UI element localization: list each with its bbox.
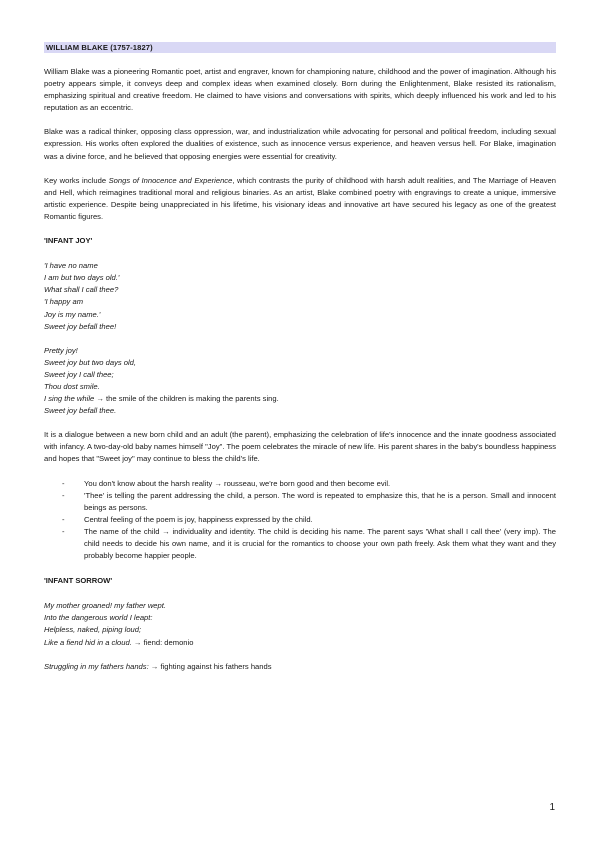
poem-verse: Like a fiend hid in a cloud. — [44, 637, 132, 647]
bullet-dash: - — [62, 490, 65, 500]
bullet-dash: - — [62, 478, 65, 488]
list-item — [62, 478, 556, 490]
poem-annotation: → fighting against his fathers hands — [148, 661, 272, 671]
poem-verse: Struggling in my fathers hands: — [44, 661, 149, 671]
poem-line: Sweet joy befall thee. — [44, 406, 117, 416]
list-item-text: You don't know about the harsh reality → rousseau, we're born good and then become evil. — [84, 478, 391, 488]
bullet-dash: - — [62, 526, 65, 536]
poem-line: Helpless, naked, piping loud; — [44, 625, 142, 635]
poem-line: Into the dangerous world I leapt: — [44, 613, 153, 623]
infant-joy-notes — [44, 478, 556, 563]
intro-paragraph-2: Blake was a radical thinker, opposing class oppression, war, and industrialization while advocating for personal and political freedom, including sexual expression. His works often explored the dualities of existence, such as innocence versus experience, and heaven versus hell. For Blake, imagination was a divine force, and he believed that opposing energies were essential for creativity. — [44, 127, 556, 161]
poem-line: Joy is my name.' — [44, 309, 101, 319]
list-item — [62, 514, 556, 526]
poem-line-annotated — [44, 661, 556, 673]
key-works-lead: Key works include — [44, 175, 109, 185]
intro-paragraph-1: William Blake was a pioneering Romantic poet, artist and engraver, known for championing nature, childhood and the power of imagination. Although his poetry appears simple, it conveys deep and complex ideas when examined closely. Born during the Enlightenment, Blake resisted its rationalism, emphasizing spiritual and creative freedom. He claimed to have visions and conversations with spirits, which deeply influenced his work and led to his reputation as an eccentric. — [44, 67, 556, 113]
infant-joy-stanza-2 — [44, 345, 556, 418]
poem-line: Thou dost smile. — [44, 381, 100, 391]
poem-line: What shall I call thee? — [44, 285, 119, 295]
list-item-text: The name of the child → individuality and identity. The child is deciding his name. The parent says 'What shall I call thee' (very imp). The child needs to decide his own name, and it is crucial for the romantics to choose your own path freely. Ask them what they want and they probably become happier people. — [84, 526, 556, 561]
list-item — [62, 490, 556, 514]
list-item-text: Central feeling of the poem is joy, happiness expressed by the child. — [84, 514, 313, 524]
infant-joy-stanza-1 — [44, 260, 556, 333]
poem-line: I am but two days old.' — [44, 273, 120, 283]
key-works-rest: , which contrasts the purity of childhood with harsh adult realities, and The Marriage of Heaven and Hell, which reimagines traditional moral and religious binaries. As an artist, Blake combined poetry with engravings to create a unique, immersive artistic experience. Despite being unappreciated in his lifetime, his visionary ideas and innovative art have secured his legacy as one of the greatest Romantic figures. — [44, 175, 556, 221]
poem-line: My mother groaned! my father wept. — [44, 601, 166, 611]
list-item-text: 'Thee' is telling the parent addressing the child, a person. The word is repeated to emphasize this, that he is a person. Small and innocent beings as persons. — [84, 490, 556, 512]
poem-line: Pretty joy! — [44, 345, 78, 355]
poem-line-annotated — [44, 637, 556, 649]
infant-sorrow-heading: 'INFANT SORROW' — [44, 576, 113, 586]
poem-line: Sweet joy I call thee; — [44, 369, 114, 379]
key-works-title: Songs of Innocence and Experience — [108, 175, 233, 185]
infant-joy-analysis: It is a dialogue between a new born child and an adult (the parent), emphasizing the celebration of life's innocence and the innate goodness associated with infancy. A two-day-old baby names himself "Joy". The poem celebrates the miracle of new life. His parent shares in the baby's boundless happiness and hopes that "Sweet joy" may continue to bless the child's life. — [44, 430, 556, 464]
infant-sorrow-stanza-1 — [44, 600, 556, 648]
infant-sorrow-stanza-2 — [44, 661, 556, 673]
poem-line: Sweet joy but two days old, — [44, 357, 137, 367]
poem-annotation: → fiend: demonio — [131, 637, 194, 647]
infant-joy-heading: 'INFANT JOY' — [44, 236, 93, 246]
page-content — [44, 42, 556, 685]
poem-line: 'I happy am — [44, 297, 84, 307]
page-number: 1 — [549, 802, 555, 813]
list-item — [62, 526, 556, 562]
poem-line: 'I have no name — [44, 261, 98, 271]
page-title: WILLIAM BLAKE (1757-1827) — [44, 42, 556, 53]
bullet-dash: - — [62, 514, 65, 524]
poem-verse: I sing the while — [44, 394, 95, 404]
poem-line: Sweet joy befall thee! — [44, 321, 117, 331]
key-works-paragraph — [44, 175, 556, 223]
poem-line-annotated — [44, 393, 556, 405]
poem-annotation: → the smile of the children is making the parents sing. — [94, 394, 279, 404]
